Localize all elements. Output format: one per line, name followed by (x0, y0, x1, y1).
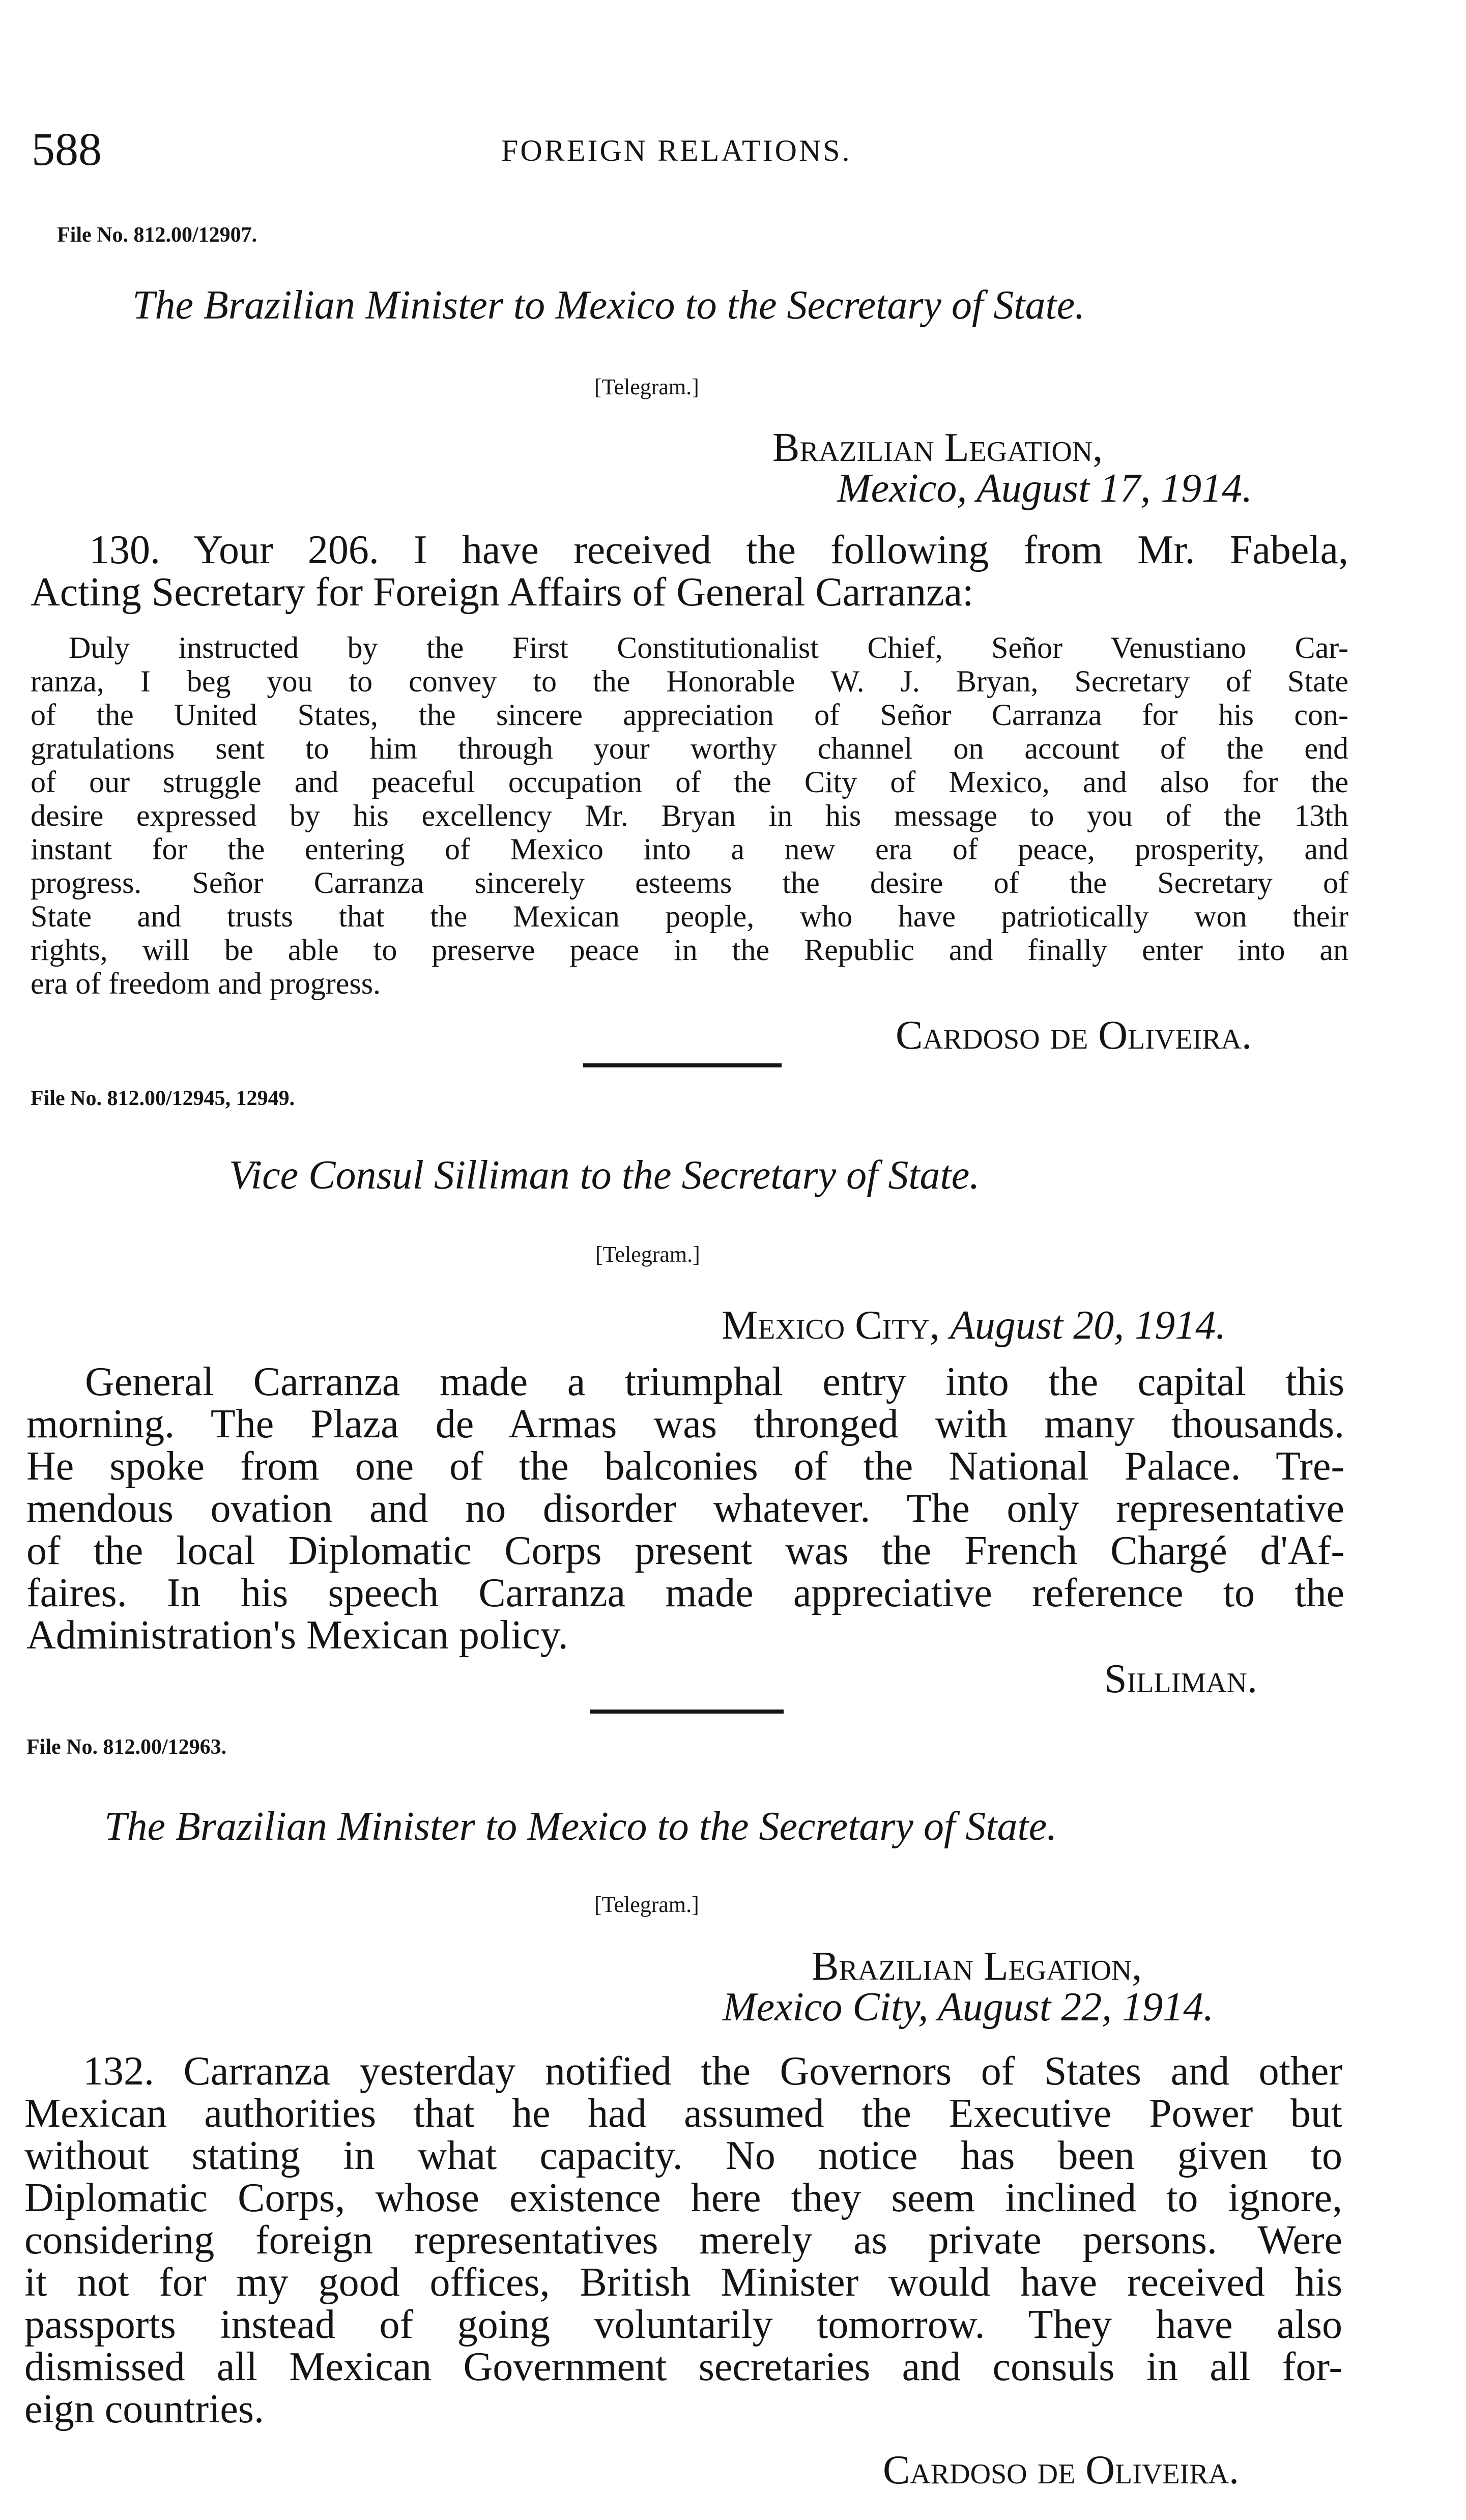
doc3-body-paragraph (24, 2050, 1342, 2430)
doc3-body-line: passports instead of going voluntarily tomorrow. They have also (24, 2302, 1342, 2347)
doc3-heading: The Brazilian Minister to Mexico to the Secretary of State. (104, 1804, 1057, 1849)
doc2-place: Mexico City, (722, 1303, 940, 1348)
doc3-body-line: Mexican authorities that he had assumed the Executive Power but (24, 2091, 1342, 2136)
doc3-telegram-label: [Telegram.] (594, 1892, 699, 1917)
doc3-date: Mexico City, August 22, 1914. (723, 1985, 1214, 2030)
doc2-body-line: mendous ovation and no disorder whatever. The only representative (26, 1486, 1344, 1531)
doc3-body-line: eign countries. (24, 2387, 264, 2431)
doc1-quote-line: of the United States, the sincere appreciation of Señor Carranza for his con- (31, 698, 1348, 732)
doc3-signature: Cardoso de Oliveira. (883, 2448, 1239, 2493)
doc3-body-line: Diplomatic Corps, whose existence here they seem inclined to ignore, (24, 2176, 1342, 2220)
doc3-body-line: dismissed all Mexican Government secretaries and consuls in all for- (24, 2344, 1342, 2389)
doc2-dateline (722, 1302, 1226, 1349)
doc1-quote-line: desire expressed by his excellency Mr. Bryan in his message to you of the 13th (31, 799, 1348, 832)
doc2-body-line: Administration's Mexican policy. (26, 1613, 568, 1658)
doc2-date: August 20, 1914. (950, 1303, 1226, 1348)
doc1-quote-line: of our struggle and peaceful occupation of the City of Mexico, and also for the (31, 765, 1348, 799)
doc1-quote-line: rights, will be able to preserve peace in the Republic and finally enter into an (31, 933, 1348, 967)
doc1-intro-line: 130. Your 206. I have received the following from Mr. Fabela, (89, 528, 1348, 572)
doc2-body-line: of the local Diplomatic Corps present was the French Chargé d'Af- (26, 1528, 1344, 1573)
doc2-file-number: File No. 812.00/12945, 12949. (31, 1087, 295, 1110)
doc3-body-line: without stating in what capacity. No notice has been given to (24, 2133, 1342, 2178)
doc1-heading: The Brazilian Minister to Mexico to the Secretary of State. (132, 283, 1085, 328)
doc3-body-line: 132. Carranza yesterday notified the Governors of States and other (83, 2049, 1342, 2094)
doc3-dateline (723, 1984, 1214, 2031)
section-divider (583, 1063, 782, 1067)
doc2-heading: Vice Consul Silliman to the Secretary of State. (229, 1153, 980, 1198)
doc1-place: Brazilian Legation, (772, 425, 1103, 470)
doc3-place: Brazilian Legation, (812, 1944, 1142, 1989)
doc3-file-number: File No. 812.00/12963. (26, 1735, 227, 1759)
doc3-body-line: it not for my good offices, British Minister would have received his (24, 2260, 1342, 2305)
doc2-telegram-label: [Telegram.] (595, 1242, 700, 1267)
doc2-body-paragraph (26, 1361, 1344, 1657)
page-number: 588 (32, 123, 102, 175)
section-divider (590, 1710, 784, 1714)
doc1-quote-line: ranza, I beg you to convey to the Honorable W. J. Bryan, Secretary of State (31, 664, 1348, 698)
doc2-body-line: morning. The Plaza de Armas was thronged with many thousands. (26, 1402, 1344, 1446)
doc2-body-line: General Carranza made a triumphal entry into the capital this (85, 1359, 1344, 1404)
doc1-quote-line: State and trusts that the Mexican people, who have patriotically won their (31, 900, 1348, 933)
doc2-body-line: faires. In his speech Carranza made appreciative reference to the (26, 1571, 1344, 1615)
doc1-quote-line: era of freedom and progress. (31, 967, 381, 1000)
doc1-telegram-label: [Telegram.] (594, 374, 699, 399)
doc2-body-line: He spoke from one of the balconies of the National Palace. Tre- (26, 1444, 1344, 1489)
doc1-file-number: File No. 812.00/12907. (57, 223, 257, 247)
doc1-quoted-message (31, 631, 1348, 1000)
doc1-quote-line: gratulations sent to him through your worthy channel on account of the end (31, 732, 1348, 765)
doc1-quote-line: progress. Señor Carranza sincerely esteems the desire of the Secretary of (31, 866, 1348, 900)
doc2-signature: Silliman. (1104, 1657, 1257, 1701)
doc1-signature: Cardoso de Oliveira. (896, 1013, 1252, 1058)
doc1-quote-line: Duly instructed by the First Constitutionalist Chief, Señor Venustiano Car- (69, 631, 1348, 664)
doc1-dateline (837, 466, 1252, 512)
doc3-body-line: considering foreign representatives merely as private persons. Were (24, 2218, 1342, 2263)
doc1-date: Mexico, August 17, 1914. (837, 466, 1253, 511)
doc1-intro-paragraph (31, 529, 1348, 614)
doc1-quote-line: instant for the entering of Mexico into a new era of peace, prosperity, and (31, 832, 1348, 866)
running-title: FOREIGN RELATIONS. (501, 134, 852, 167)
doc1-intro-line: Acting Secretary for Foreign Affairs of General Carranza: (31, 570, 974, 615)
